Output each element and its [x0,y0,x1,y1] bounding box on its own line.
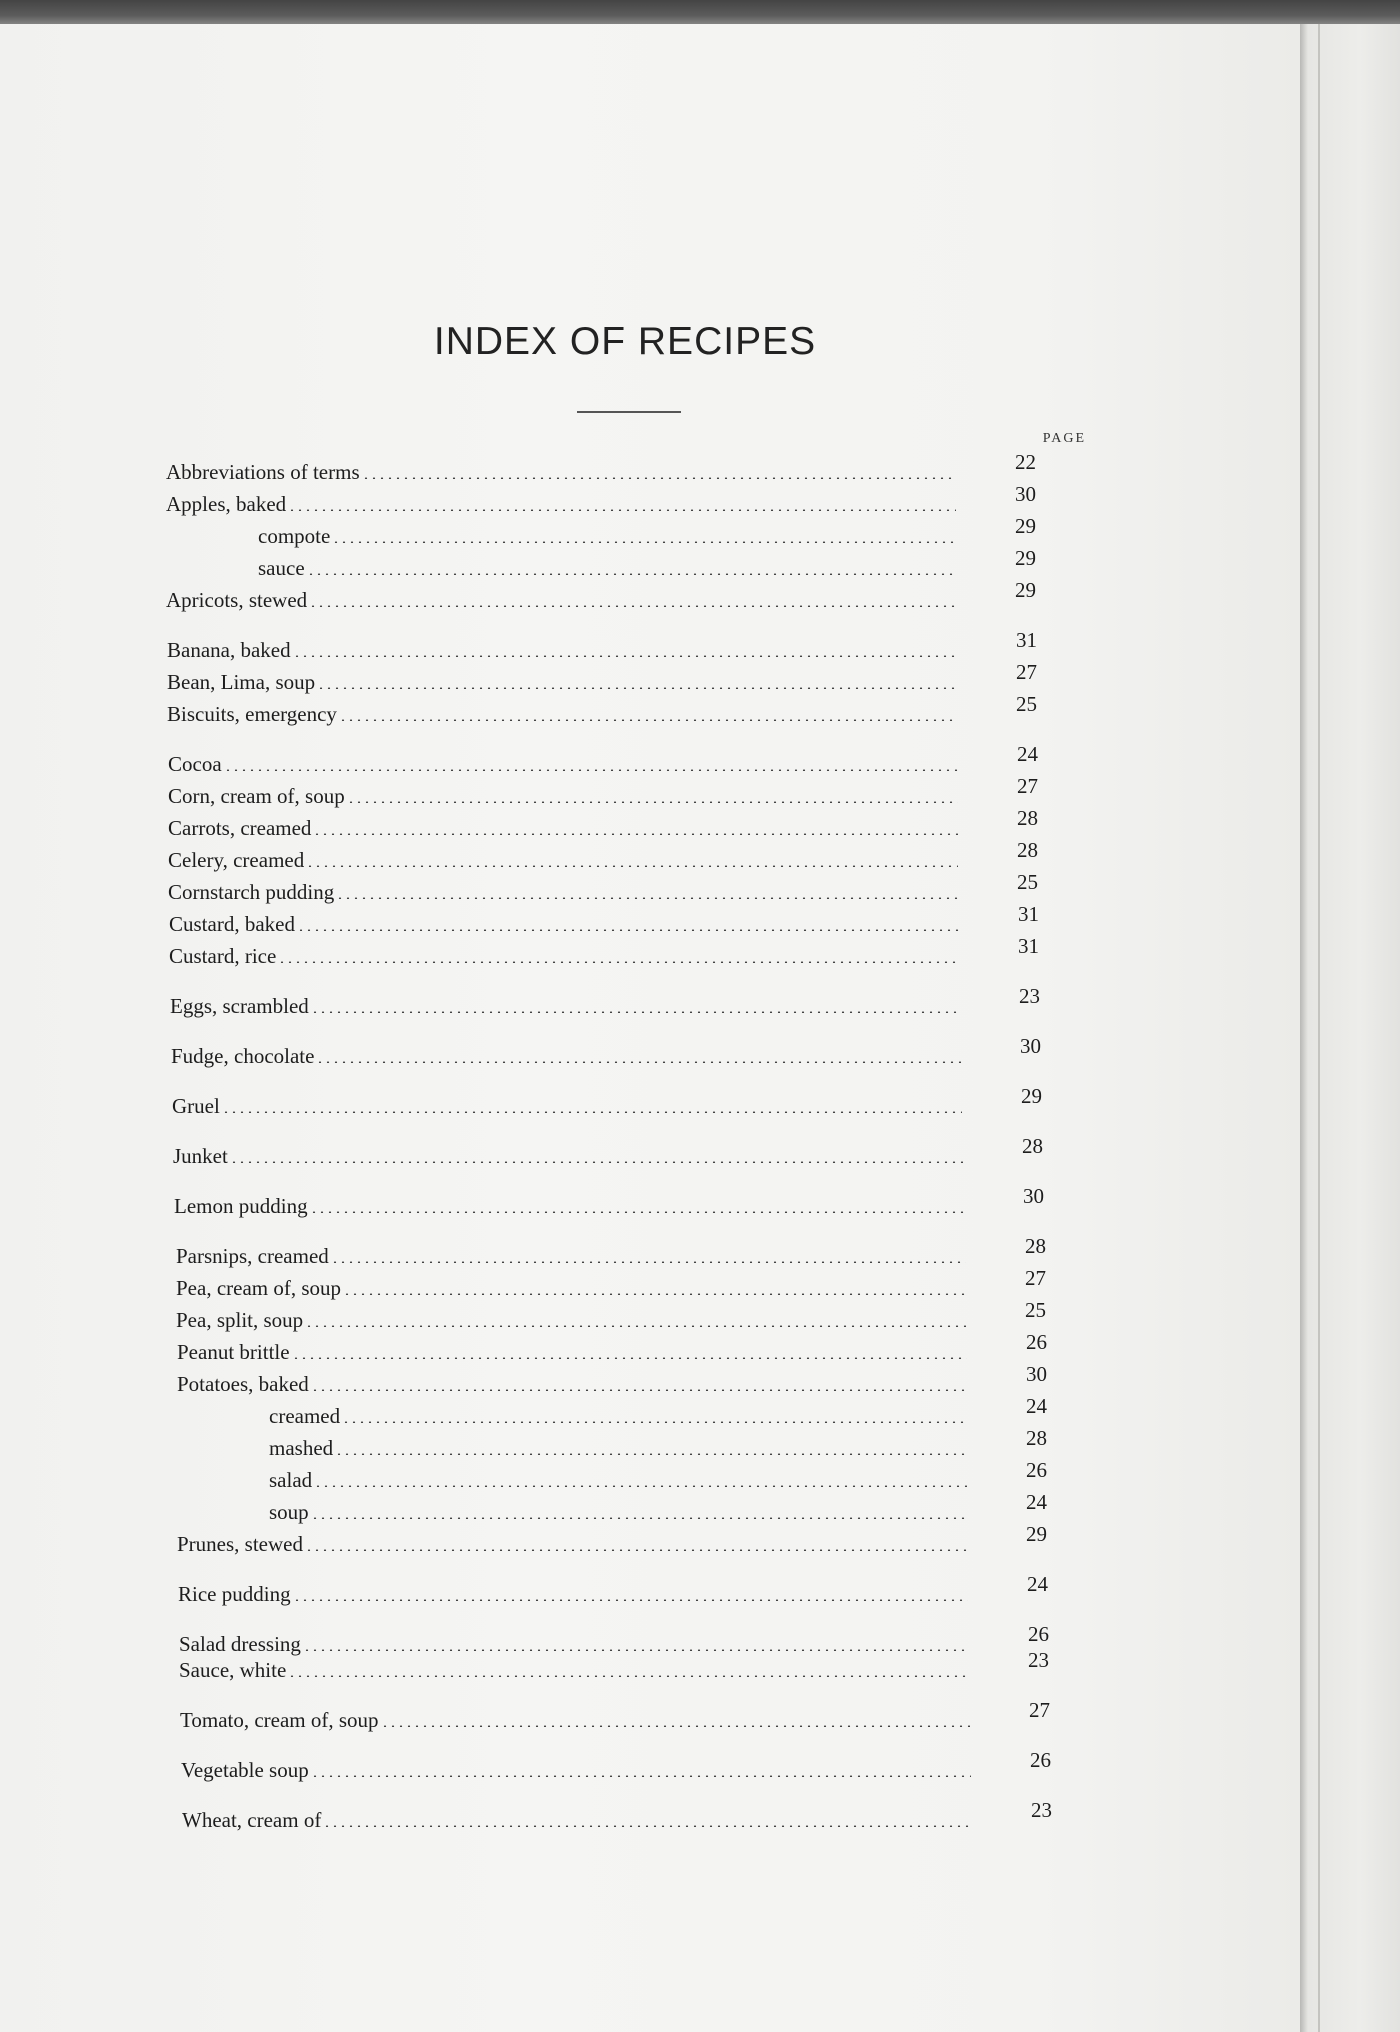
entry-name: Pea, cream of, soup [176,1276,342,1300]
entry-page-number: 23 [1019,984,1040,1008]
dot-leader [307,573,956,575]
entry-page-number: 24 [1027,1572,1048,1596]
index-entry [167,692,1037,728]
index-entry [167,628,1037,664]
dot-leader [310,1211,964,1213]
entry-name: Apples, baked [166,492,287,516]
index-entry [169,934,1039,970]
entry-page-number: 27 [1017,774,1038,798]
entry-name: Fudge, chocolate [171,1044,315,1068]
dot-leader [305,1549,967,1551]
entry-page-number: 24 [1026,1490,1047,1514]
entry-name: creamed [269,1404,341,1428]
entry-page-number: 24 [1026,1394,1047,1418]
entry-page-number: 28 [1025,1234,1046,1258]
entry-name: salad [269,1468,313,1492]
index-entry [176,1266,1046,1302]
dot-leader [297,929,959,931]
entry-page-number: 30 [1023,1184,1044,1208]
entry-name: Prunes, stewed [177,1532,303,1556]
dot-leader [339,719,957,721]
dot-leader [335,1453,967,1455]
index-entry [173,1134,1043,1170]
dot-leader [222,1111,962,1113]
entry-page-number: 28 [1026,1426,1047,1450]
entry-name: Lemon pudding [174,1194,308,1218]
dot-leader [343,1293,966,1295]
index-entry [166,546,1036,582]
dot-leader [323,1825,972,1827]
entry-page-number: 25 [1025,1298,1046,1322]
entry-page-number: 31 [1016,628,1037,652]
index-entry [166,514,1036,550]
index-entry [171,1034,1041,1070]
entry-page-number: 29 [1026,1522,1047,1546]
index-entry [168,838,1038,874]
entry-name: Cornstarch pudding [168,880,335,904]
dot-leader [342,1421,967,1423]
index-entry [166,578,1036,614]
entry-name: Eggs, scrambled [170,994,309,1018]
entry-name: Bean, Lima, soup [167,670,316,694]
index-entry [177,1394,1047,1430]
entry-name: Rice pudding [178,1582,291,1606]
index-entry [177,1426,1047,1462]
dot-leader [288,1675,969,1677]
page-fold-line [1318,24,1320,2032]
entry-page-number: 26 [1030,1748,1051,1772]
index-entry [176,1298,1046,1334]
dot-leader [278,961,959,963]
entry-page-number: 26 [1026,1458,1047,1482]
dot-leader [303,1649,969,1651]
dot-leader [293,1599,968,1601]
entry-name: Sauce, white [179,1658,287,1682]
index-entry [168,806,1038,842]
index-entry [177,1522,1047,1558]
entry-name: Biscuits, emergency [167,702,337,726]
entry-name: Tomato, cream of, soup [180,1708,379,1732]
index-entry [167,660,1037,696]
dot-leader [336,897,958,899]
entry-name: Peanut brittle [177,1340,290,1364]
entry-page-number: 28 [1017,838,1038,862]
entry-page-number: 30 [1026,1362,1047,1386]
entry-page-number: 25 [1016,692,1037,716]
entry-name: Abbreviations of terms [166,460,360,484]
index-entry [182,1798,1052,1834]
entry-page-number: 29 [1015,514,1036,538]
index-entry [178,1572,1048,1608]
index-entry [174,1184,1044,1220]
index-entry [168,742,1038,778]
dot-leader [314,1485,967,1487]
entry-name: Corn, cream of, soup [168,784,345,808]
entry-page-number: 27 [1029,1698,1050,1722]
dot-leader [311,1011,960,1013]
dot-leader [309,605,956,607]
entry-page-number: 27 [1025,1266,1046,1290]
entry-page-number: 23 [1028,1648,1049,1672]
entry-name: compote [258,524,331,548]
dot-leader [362,477,956,479]
index-entry [177,1490,1047,1526]
index-entry [177,1330,1047,1366]
entry-page-number: 28 [1017,806,1038,830]
entry-page-number: 29 [1015,546,1036,570]
adjacent-page-edge [1300,24,1400,2032]
dot-leader [347,801,958,803]
entry-page-number: 23 [1031,1798,1052,1822]
dot-leader [224,769,958,771]
entry-name: soup [269,1500,309,1524]
entry-name: Banana, baked [167,638,291,662]
entry-name: Salad dressing [179,1632,301,1656]
entry-name: Carrots, creamed [168,816,312,840]
index-entry [180,1698,1050,1734]
entry-name: Custard, rice [169,944,277,968]
dot-leader [230,1161,963,1163]
entry-name: Parsnips, creamed [176,1244,329,1268]
index-entry [169,902,1039,938]
entry-page-number: 30 [1015,482,1036,506]
entry-name: Pea, split, soup [176,1308,304,1332]
entry-page-number: 28 [1022,1134,1043,1158]
entry-name: Junket [173,1144,228,1168]
entry-page-number: 31 [1018,934,1039,958]
entry-page-number: 27 [1016,660,1037,684]
entry-name: Potatoes, baked [177,1372,309,1396]
entry-name: sauce [258,556,305,580]
dot-leader [311,1775,971,1777]
index-entry [177,1458,1047,1494]
page-column-label: PAGE [1042,431,1086,446]
entry-page-number: 26 [1026,1330,1047,1354]
dot-leader [381,1725,970,1727]
index-entry [179,1648,1049,1684]
index-entry [168,774,1038,810]
dot-leader [331,1261,966,1263]
entry-name: Gruel [172,1094,220,1118]
dot-leader [306,865,958,867]
entry-name: Cocoa [168,752,222,776]
entry-page-number: 26 [1028,1622,1049,1646]
index-entry [177,1362,1047,1398]
index-entry [166,450,1036,486]
dot-leader [311,1389,967,1391]
dot-leader [313,833,958,835]
dot-leader [317,687,957,689]
index-entry [166,482,1036,518]
dot-leader [316,1061,961,1063]
entry-page-number: 31 [1018,902,1039,926]
dot-leader [332,541,956,543]
index-entry [168,870,1038,906]
entry-name: Custard, baked [169,912,295,936]
dot-leader [305,1325,966,1327]
entry-page-number: 30 [1020,1034,1041,1058]
entry-name: mashed [269,1436,334,1460]
entry-name: Vegetable soup [181,1758,309,1782]
entry-name: Celery, creamed [168,848,305,872]
index-entry [172,1084,1042,1120]
entry-page-number: 25 [1017,870,1038,894]
index-entry [181,1748,1051,1784]
dot-leader [288,509,956,511]
index-entry [170,984,1040,1020]
entry-page-number: 29 [1015,578,1036,602]
entry-page-number: 24 [1017,742,1038,766]
index-entry [176,1234,1046,1270]
dot-leader [292,1357,967,1359]
entry-name: Apricots, stewed [166,588,308,612]
entry-name: Wheat, cream of [182,1808,322,1832]
dot-leader [293,655,957,657]
page-title: INDEX OF RECIPES [433,320,817,363]
entry-page-number: 29 [1021,1084,1042,1108]
entry-page-number: 22 [1015,450,1036,474]
dot-leader [311,1517,967,1519]
